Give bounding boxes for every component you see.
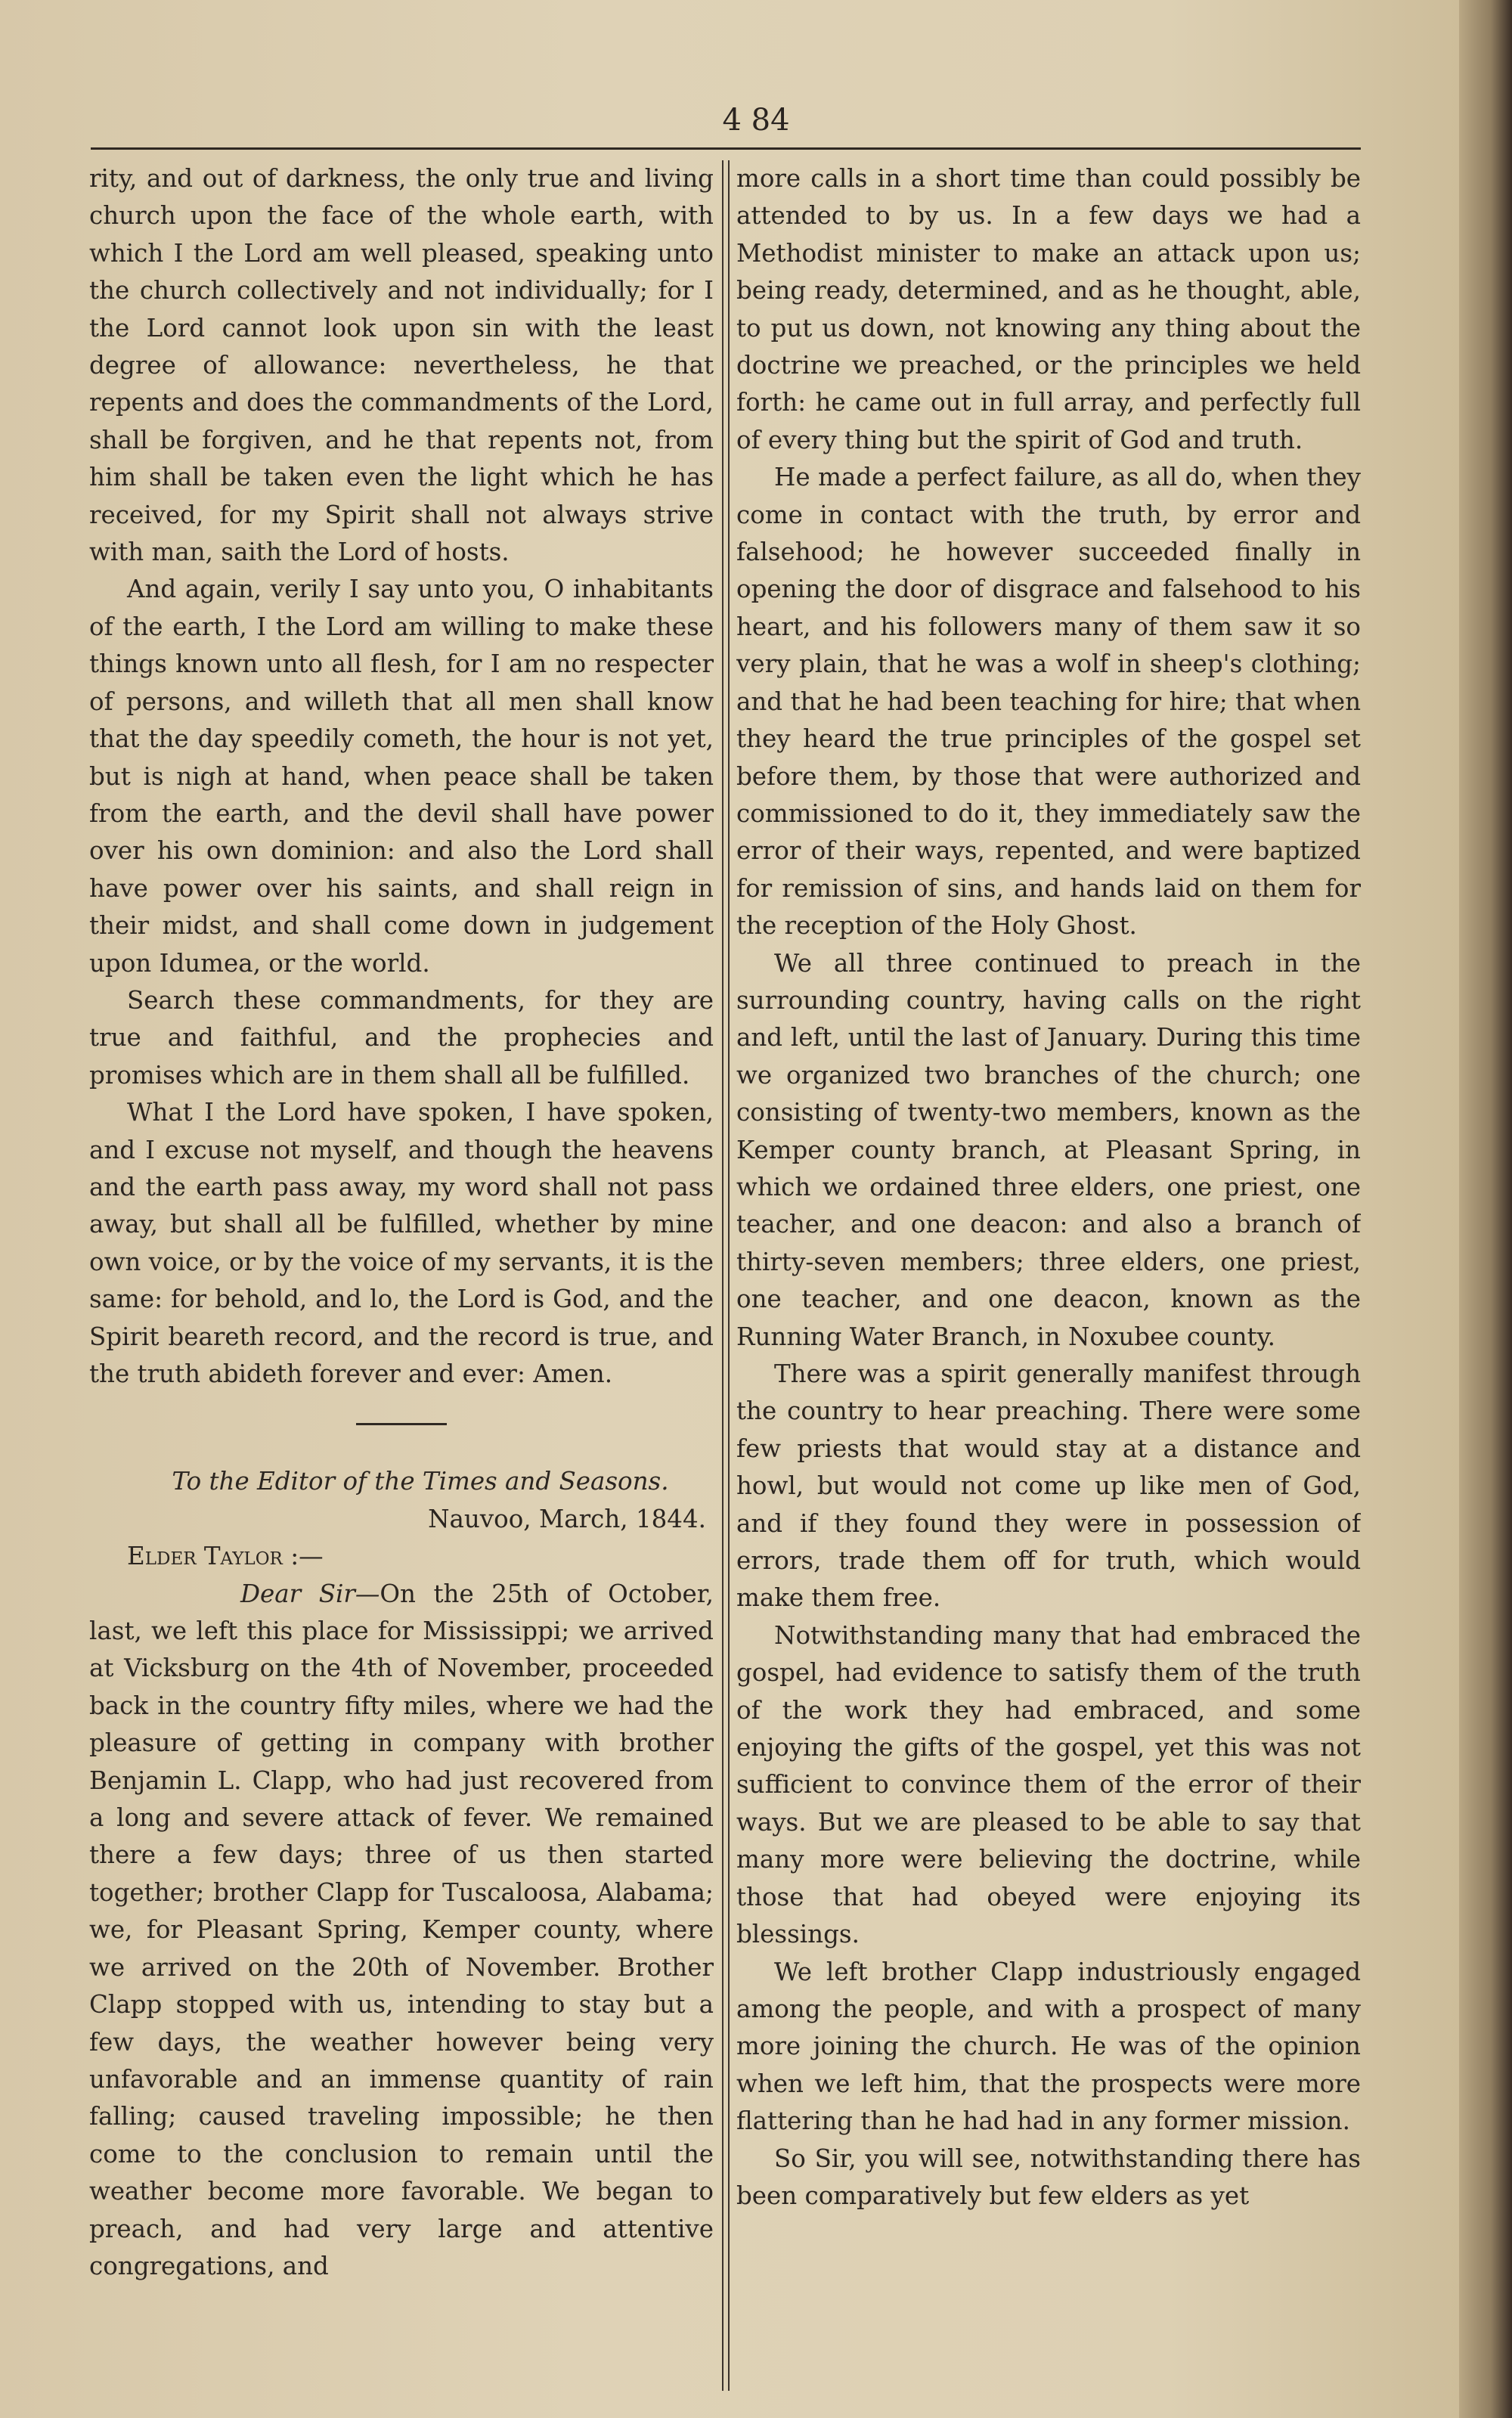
right-paragraph-1: more calls in a short time than could possibly be attended to by us. In a few days we had a Methodist minister to make an attack upon us; being ready, determined, and as he thought, able, to put us down, not knowing any thing about the doctrine we preached, or the principles we held forth: he came out in full array, and perfectly full of every thing but the spirit of God and truth. <box>736 164 1361 454</box>
right-paragraph-3: We all three continued to preach in the surrounding country, having calls on the right and left, until the last of January. During this time we organized two branches of the church; one consisting of twenty-two members, known as the Kemper county branch, at Pleasant Spring, in which we ordained three elders, one priest, one teacher, and one deacon: and also a branch of thirty-seven members; three elders, one priest, one teacher, and one deacon, known as the Running Water Branch, in Noxubee county. <box>736 948 1361 1351</box>
left-column <box>89 160 714 2398</box>
right-paragraph-2: He made a perfect failure, as all do, when they come in contact with the truth, by error and falsehood; he however succeeded finally in opening the door of disgrace and falsehood to his heart, and his followers many of them saw it so very plain, that he was a wolf in sheep's clothing; and that he had been teaching for hire; that when they heard the true principles of the gospel set before them, by those that were authorized and commissioned to do it, they immediately saw the error of their ways, repented, and were baptized for remission of sins, and hands laid on them for the reception of the Holy Ghost. <box>736 463 1361 941</box>
letter-paragraph-1 <box>89 1576 714 2286</box>
letter-salutation: Elder Taylor :— <box>127 1542 324 1571</box>
header-rule <box>91 147 1361 150</box>
right-paragraph-5: Notwithstanding many that had embraced the gospel, had evidence to satisfy them of the truth of the work they had embraced, and some enjoying the gifts of the gospel, yet this was not sufficient to convince them of the error of their ways. But we are pleased to be able to say that many more were believing the doctrine, while those that had obeyed were enjoying its blessings. <box>736 1620 1361 1949</box>
page-edge <box>1459 0 1512 2418</box>
page-number: 4 84 <box>722 103 790 138</box>
right-paragraph-6: We left brother Clapp industriously engaged among the people, and with a prospect of many more joining the church. He was of the opinion when we left him, that the prospects were more flattering than he had had in any former mission. <box>736 1957 1361 2136</box>
left-paragraph-1: rity, and out of darkness, the only true and living church upon the face of the whole earth, with which I the Lord am well pleased, speaking unto the church collectively and not individually; for I the Lord cannot look upon sin with the least degree of allowance: nevertheless, he that repents and does the commandments of the Lord, shall be forgiven, and he that repents not, from him shall be taken even the light which he has received, for my Spirit shall not always strive with man, saith the Lord of hosts. <box>89 164 714 567</box>
right-paragraph-7: So Sir, you will see, notwithstanding there has been comparatively but few elders as yet <box>736 2144 1361 2210</box>
letter-dateline: Nauvoo, March, 1844. <box>428 1504 706 1533</box>
column-divider <box>722 160 730 2391</box>
letter-heading: To the Editor of the Times and Seasons. <box>172 1467 669 1496</box>
section-separator <box>356 1423 447 1425</box>
letter-paragraph-1-text: On the 25th of October, last, we left this place for Mississippi; we arrived at Vicksburg on the 4th of November, proceeded back in the country fifty miles, where we had the pleasure of getting in company with brother Benjamin L. Clapp, who had just recovered from a long and severe attack of fever. We remained there a few days; three of us then started together; brother Clapp for Tuscaloosa, Alabama; we, for Pleasant Spring, Kemper county, where we arrived on the 20th of November. Brother Clapp stopped with us, intending to stay but a few days, the weather however being very unfavorable and an immense quantity of rain falling; caused traveling impossible; he then come to the conclusion to remain until the weather become more favorable. We began to preach, and had very large and attentive congregations, and <box>89 1579 714 2280</box>
left-paragraph-4: What I the Lord have spoken, I have spoken, and I excuse not myself, and though the heavens and the earth pass away, my word shall not pass away, but shall all be fulfilled, whether by mine own voice, or by the voice of my servants, it is the same: for behold, and lo, the Lord is God, and the Spirit beareth record, and the record is true, and the truth abideth forever and ever: Amen. <box>89 1098 714 1388</box>
right-column <box>736 160 1361 2398</box>
left-paragraph-3: Search these commandments, for they are true and faithful, and the prophecies and promises which are in them shall all be fulfilled. <box>89 985 714 1090</box>
dear-sir: Dear Sir— <box>240 1579 380 1608</box>
right-paragraph-4: There was a spirit generally manifest through the country to hear preaching. There were some few priests that would stay at a distance and howl, but would not come up like men of God, and if they found they were in possession of errors, trade them off for truth, which would make them free. <box>736 1359 1361 1613</box>
left-paragraph-2: And again, verily I say unto you, O inhabitants of the earth, I the Lord am willing to make these things known unto all flesh, for I am no respecter of persons, and willeth that all men shall know that the day speedily cometh, the hour is not yet, but is nigh at hand, when peace shall be taken from the earth, and the devil shall have power over his own dominion: and also the Lord shall have power over his saints, and shall reign in their midst, and shall come down in judgement upon Idumea, or the world. <box>89 575 714 978</box>
